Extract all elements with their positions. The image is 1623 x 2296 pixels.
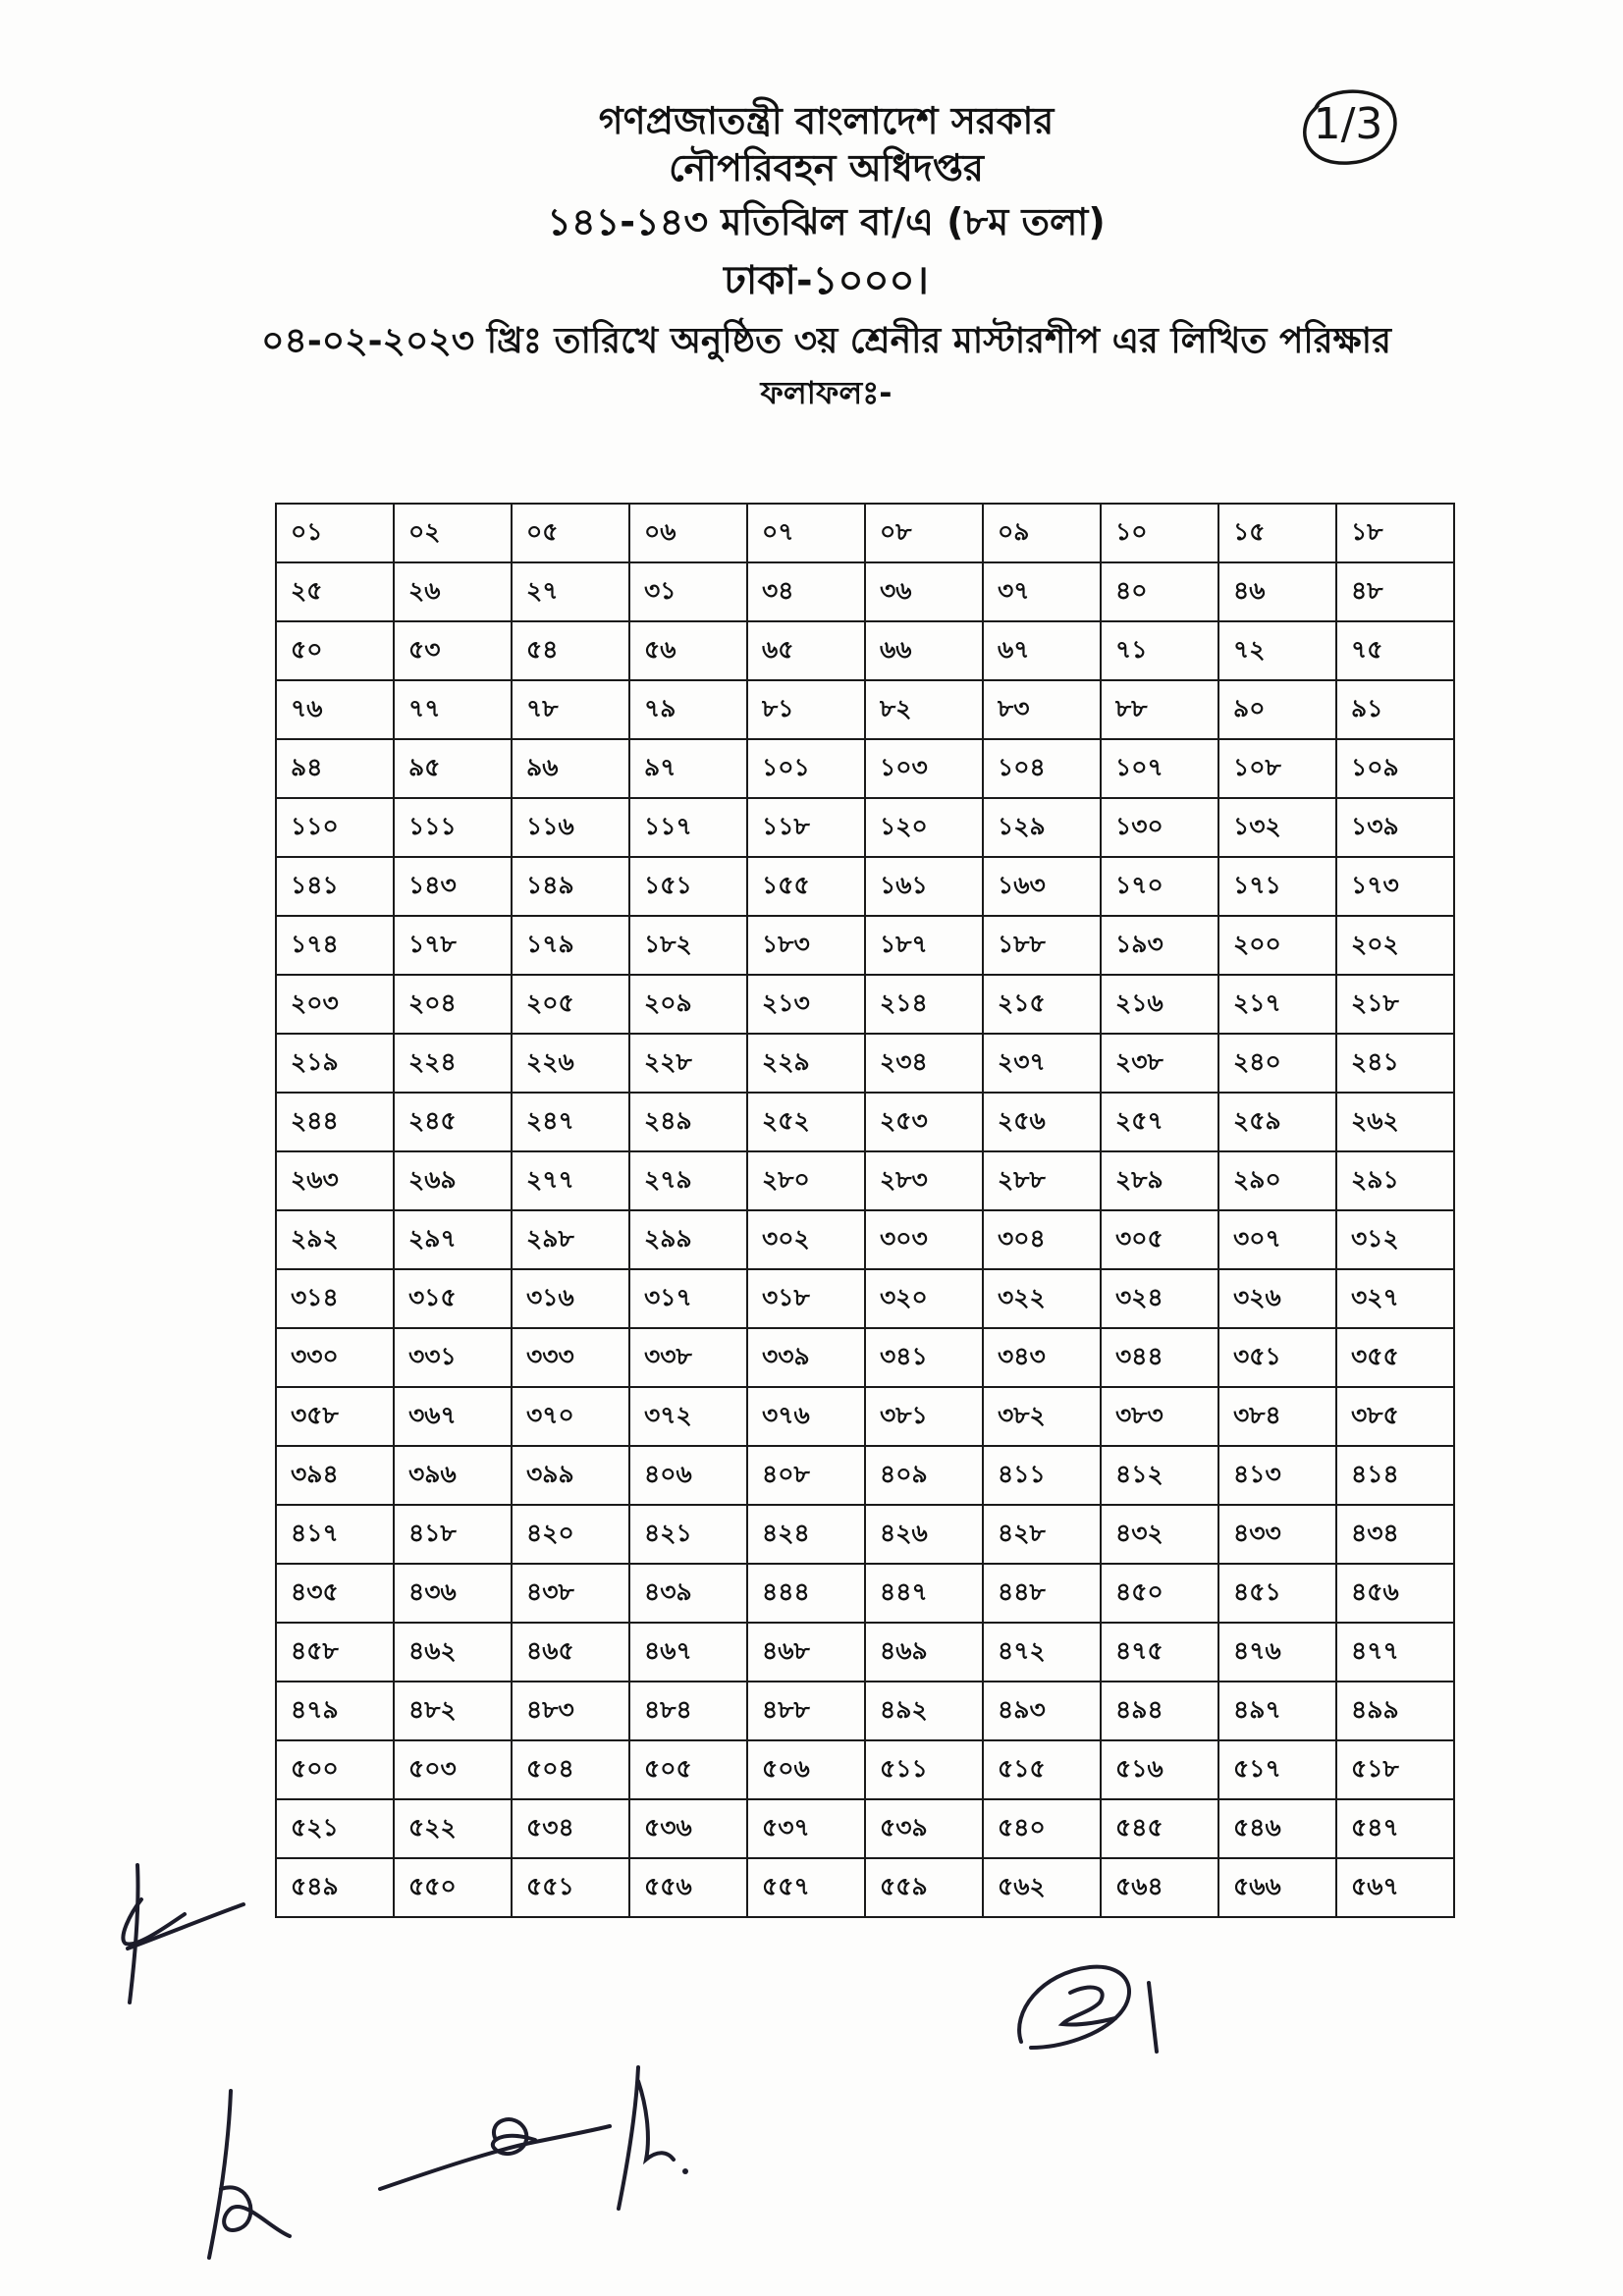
- table-row: [276, 975, 1454, 1034]
- roll-number-cell: ২৮৯: [1101, 1151, 1218, 1210]
- roll-number-cell: ৩৮১: [865, 1387, 983, 1446]
- roll-number-cell: ৯৭: [629, 739, 747, 798]
- roll-number-cell: ৫৩৪: [512, 1799, 629, 1858]
- roll-number-cell: ৮১: [747, 680, 865, 739]
- roll-number-cell: ৫১৮: [1336, 1740, 1454, 1799]
- table-row: [276, 857, 1454, 916]
- roll-number-cell: ৩১: [629, 562, 747, 621]
- roll-number-cell: ২২৬: [512, 1034, 629, 1093]
- roll-number-cell: ০৮: [865, 504, 983, 562]
- table-row: [276, 1564, 1454, 1623]
- roll-number-cell: ৪৮৮: [747, 1682, 865, 1740]
- roll-number-cell: ১২০: [865, 798, 983, 857]
- roll-number-cell: ১৭৮: [394, 916, 512, 975]
- roll-number-cell: ১০: [1101, 504, 1218, 562]
- table-row: [276, 1151, 1454, 1210]
- roll-number-cell: ৩৫৮: [276, 1387, 394, 1446]
- roll-number-cell: ২০৩: [276, 975, 394, 1034]
- roll-number-cell: ২৮৮: [983, 1151, 1101, 1210]
- roll-number-cell: ৩৭: [983, 562, 1101, 621]
- table-row: [276, 739, 1454, 798]
- results-table-body: [276, 504, 1454, 1917]
- signature-4: [589, 2061, 697, 2222]
- roll-number-cell: ৪৬৫: [512, 1623, 629, 1682]
- roll-number-cell: ১৫১: [629, 857, 747, 916]
- roll-number-cell: ২৫: [276, 562, 394, 621]
- roll-number-cell: ৪৩২: [1101, 1505, 1218, 1564]
- roll-number-cell: ১১৮: [747, 798, 865, 857]
- roll-number-cell: ৩২০: [865, 1269, 983, 1328]
- exam-description: ০৪-০২-২০২৩ খ্রিঃ তারিখে অনুষ্ঠিত ৩য় শ্রেনীর মাস্টারশীপ এর লিখিত পরিক্ষার: [261, 320, 1391, 361]
- roll-number-cell: ১৭৪: [276, 916, 394, 975]
- roll-number-cell: ৩৮৫: [1336, 1387, 1454, 1446]
- roll-number-cell: ২৬২: [1336, 1093, 1454, 1151]
- roll-number-cell: ৭১: [1101, 621, 1218, 680]
- roll-number-cell: ৩৩৮: [629, 1328, 747, 1387]
- roll-number-cell: ১১০: [276, 798, 394, 857]
- roll-number-cell: ৩৪৪: [1101, 1328, 1218, 1387]
- roll-number-cell: ৫৩৭: [747, 1799, 865, 1858]
- roll-number-cell: ১১৬: [512, 798, 629, 857]
- table-row: [276, 1269, 1454, 1328]
- office-city: ঢাকা-১০০০।: [724, 257, 929, 303]
- roll-number-cell: ৪৭৬: [1218, 1623, 1336, 1682]
- roll-number-cell: ২৪৫: [394, 1093, 512, 1151]
- table-row: [276, 1446, 1454, 1505]
- roll-number-cell: ১০১: [747, 739, 865, 798]
- page-number-mark: [1294, 80, 1402, 169]
- roll-number-cell: ২৯০: [1218, 1151, 1336, 1210]
- roll-number-cell: ২৯৯: [629, 1210, 747, 1269]
- signature-1: [108, 1845, 255, 2026]
- roll-number-cell: ৪১৪: [1336, 1446, 1454, 1505]
- roll-number-cell: ১৭৯: [512, 916, 629, 975]
- roll-number-cell: ৩৬: [865, 562, 983, 621]
- roll-number-cell: ৫০৩: [394, 1740, 512, 1799]
- roll-number-cell: ৭৯: [629, 680, 747, 739]
- roll-number-cell: ২৬: [394, 562, 512, 621]
- roll-number-cell: ৯০: [1218, 680, 1336, 739]
- roll-number-cell: ৩৫১: [1218, 1328, 1336, 1387]
- roll-number-cell: ১০৮: [1218, 739, 1336, 798]
- results-table: [275, 503, 1455, 1918]
- roll-number-cell: ৪৩৮: [512, 1564, 629, 1623]
- roll-number-cell: ৫৬৭: [1336, 1858, 1454, 1917]
- roll-number-cell: ২২৯: [747, 1034, 865, 1093]
- roll-number-cell: ৫১৬: [1101, 1740, 1218, 1799]
- roll-number-cell: ২০৪: [394, 975, 512, 1034]
- roll-number-cell: ১৫: [1218, 504, 1336, 562]
- roll-number-cell: ২৯৮: [512, 1210, 629, 1269]
- roll-number-cell: ৫০৪: [512, 1740, 629, 1799]
- roll-number-cell: ৪১১: [983, 1446, 1101, 1505]
- roll-number-cell: ৫১৫: [983, 1740, 1101, 1799]
- roll-number-cell: ১৮২: [629, 916, 747, 975]
- roll-number-cell: ৫৬: [629, 621, 747, 680]
- roll-number-cell: ৩১৭: [629, 1269, 747, 1328]
- roll-number-cell: ৩৩১: [394, 1328, 512, 1387]
- roll-number-cell: ৩১২: [1336, 1210, 1454, 1269]
- roll-number-cell: ৩৯৯: [512, 1446, 629, 1505]
- roll-number-cell: ৯৪: [276, 739, 394, 798]
- roll-number-cell: ৩৮২: [983, 1387, 1101, 1446]
- roll-number-cell: ৪৯৭: [1218, 1682, 1336, 1740]
- roll-number-cell: ৩৫৫: [1336, 1328, 1454, 1387]
- table-row: [276, 1328, 1454, 1387]
- roll-number-cell: ৩১৮: [747, 1269, 865, 1328]
- roll-number-cell: ৪৯৪: [1101, 1682, 1218, 1740]
- roll-number-cell: ৩০৩: [865, 1210, 983, 1269]
- roll-number-cell: ৯১: [1336, 680, 1454, 739]
- roll-number-cell: ৭৭: [394, 680, 512, 739]
- roll-number-cell: ৪৩৩: [1218, 1505, 1336, 1564]
- roll-number-cell: ২১৫: [983, 975, 1101, 1034]
- roll-number-cell: ২০৯: [629, 975, 747, 1034]
- roll-number-cell: ২৭: [512, 562, 629, 621]
- roll-number-cell: ২১৪: [865, 975, 983, 1034]
- roll-number-cell: ৪৬৮: [747, 1623, 865, 1682]
- table-row: [276, 1210, 1454, 1269]
- roll-number-cell: ১০৪: [983, 739, 1101, 798]
- roll-number-cell: ৪৮২: [394, 1682, 512, 1740]
- roll-number-cell: ০৭: [747, 504, 865, 562]
- roll-number-cell: ০২: [394, 504, 512, 562]
- table-row: [276, 798, 1454, 857]
- roll-number-cell: ৫৪৯: [276, 1858, 394, 1917]
- roll-number-cell: ৪৭৫: [1101, 1623, 1218, 1682]
- roll-number-cell: ৪৪৪: [747, 1564, 865, 1623]
- roll-number-cell: ৫৬৬: [1218, 1858, 1336, 1917]
- table-row: [276, 1799, 1454, 1858]
- roll-number-cell: ৪০৬: [629, 1446, 747, 1505]
- table-row: [276, 1505, 1454, 1564]
- roll-number-cell: ৪০৮: [747, 1446, 865, 1505]
- roll-number-cell: ৩৯৬: [394, 1446, 512, 1505]
- roll-number-cell: ৬৬: [865, 621, 983, 680]
- roll-number-cell: ২৪৪: [276, 1093, 394, 1151]
- signature-3: [378, 2101, 614, 2203]
- roll-number-cell: ১৭১: [1218, 857, 1336, 916]
- roll-number-cell: ১০৭: [1101, 739, 1218, 798]
- table-row: [276, 1740, 1454, 1799]
- roll-number-cell: ৩৮৪: [1218, 1387, 1336, 1446]
- roll-number-cell: ৩৭০: [512, 1387, 629, 1446]
- table-row: [276, 621, 1454, 680]
- page-number-text: 1/3: [1313, 99, 1383, 149]
- roll-number-cell: ৫৫১: [512, 1858, 629, 1917]
- roll-number-cell: ৫৫৯: [865, 1858, 983, 1917]
- roll-number-cell: ৪৫৮: [276, 1623, 394, 1682]
- roll-number-cell: ৫৪: [512, 621, 629, 680]
- government-title: গণপ্রজাতন্ত্রী বাংলাদেশ সরকার: [598, 99, 1055, 142]
- roll-number-cell: ৪৭২: [983, 1623, 1101, 1682]
- roll-number-cell: ২৪৯: [629, 1093, 747, 1151]
- roll-number-cell: ২৬৩: [276, 1151, 394, 1210]
- roll-number-cell: ১৬১: [865, 857, 983, 916]
- roll-number-cell: ২৩৪: [865, 1034, 983, 1093]
- roll-number-cell: ৪৩৫: [276, 1564, 394, 1623]
- roll-number-cell: ৪০: [1101, 562, 1218, 621]
- office-address: ১৪১-১৪৩ মতিঝিল বা/এ (৮ম তলা): [547, 200, 1106, 243]
- roll-number-cell: ২০২: [1336, 916, 1454, 975]
- roll-number-cell: ৪৮: [1336, 562, 1454, 621]
- roll-number-cell: ৫৩৬: [629, 1799, 747, 1858]
- roll-number-cell: ৫৪৫: [1101, 1799, 1218, 1858]
- roll-number-cell: ৭৫: [1336, 621, 1454, 680]
- roll-number-cell: ৪৫৬: [1336, 1564, 1454, 1623]
- roll-number-cell: ৪২৪: [747, 1505, 865, 1564]
- roll-number-cell: ৩৮৩: [1101, 1387, 1218, 1446]
- roll-number-cell: ৩৩০: [276, 1328, 394, 1387]
- roll-number-cell: ৪১২: [1101, 1446, 1218, 1505]
- roll-number-cell: ২৭৭: [512, 1151, 629, 1210]
- table-row: [276, 1623, 1454, 1682]
- roll-number-cell: ১৩০: [1101, 798, 1218, 857]
- roll-number-cell: ৩৪১: [865, 1328, 983, 1387]
- roll-number-cell: ৪১৩: [1218, 1446, 1336, 1505]
- table-row: [276, 562, 1454, 621]
- roll-number-cell: ৫৬২: [983, 1858, 1101, 1917]
- roll-number-cell: ২৫৩: [865, 1093, 983, 1151]
- roll-number-cell: ১৮৩: [747, 916, 865, 975]
- roll-number-cell: ২৩৭: [983, 1034, 1101, 1093]
- roll-number-cell: ০৯: [983, 504, 1101, 562]
- roll-number-cell: ১৪৯: [512, 857, 629, 916]
- roll-number-cell: ৫০০: [276, 1740, 394, 1799]
- roll-number-cell: ৬৫: [747, 621, 865, 680]
- roll-number-cell: ৪৭৯: [276, 1682, 394, 1740]
- roll-number-cell: ২৮৩: [865, 1151, 983, 1210]
- table-row: [276, 504, 1454, 562]
- roll-number-cell: ৪৩৪: [1336, 1505, 1454, 1564]
- roll-number-cell: ২২৪: [394, 1034, 512, 1093]
- result-heading: ফলাফলঃ-: [760, 373, 893, 411]
- roll-number-cell: ৩৩৩: [512, 1328, 629, 1387]
- roll-number-cell: ৫৫৭: [747, 1858, 865, 1917]
- roll-number-cell: ৩৪: [747, 562, 865, 621]
- roll-number-cell: ৫৫৬: [629, 1858, 747, 1917]
- roll-number-cell: ৮৩: [983, 680, 1101, 739]
- roll-number-cell: ৫১৭: [1218, 1740, 1336, 1799]
- roll-number-cell: ০১: [276, 504, 394, 562]
- roll-number-cell: ৪৬৭: [629, 1623, 747, 1682]
- roll-number-cell: ৫০: [276, 621, 394, 680]
- roll-number-cell: ২০৫: [512, 975, 629, 1034]
- roll-number-cell: ৪৭৭: [1336, 1623, 1454, 1682]
- table-row: [276, 916, 1454, 975]
- roll-number-cell: ১৩২: [1218, 798, 1336, 857]
- roll-number-cell: ২৪১: [1336, 1034, 1454, 1093]
- roll-number-cell: ৪০৯: [865, 1446, 983, 1505]
- roll-number-cell: ৫৩৯: [865, 1799, 983, 1858]
- roll-number-cell: ২৯৭: [394, 1210, 512, 1269]
- roll-number-cell: ৩৭৬: [747, 1387, 865, 1446]
- roll-number-cell: ১৪৩: [394, 857, 512, 916]
- roll-number-cell: ৩১৪: [276, 1269, 394, 1328]
- roll-number-cell: ৩২২: [983, 1269, 1101, 1328]
- roll-number-cell: ৩৪৩: [983, 1328, 1101, 1387]
- roll-number-cell: ৭৬: [276, 680, 394, 739]
- roll-number-cell: ১৩৯: [1336, 798, 1454, 857]
- roll-number-cell: ৭৮: [512, 680, 629, 739]
- roll-number-cell: ৩১৫: [394, 1269, 512, 1328]
- roll-number-cell: ২৫৯: [1218, 1093, 1336, 1151]
- roll-number-cell: ০৬: [629, 504, 747, 562]
- roll-number-cell: ৭২: [1218, 621, 1336, 680]
- roll-number-cell: ৫৪৭: [1336, 1799, 1454, 1858]
- roll-number-cell: ৪৮৩: [512, 1682, 629, 1740]
- roll-number-cell: ৮২: [865, 680, 983, 739]
- roll-number-cell: ২৫২: [747, 1093, 865, 1151]
- department-title: নৌপরিবহন অধিদপ্তর: [669, 145, 984, 189]
- roll-number-cell: ২৪০: [1218, 1034, 1336, 1093]
- roll-number-cell: ২৬৯: [394, 1151, 512, 1210]
- roll-number-cell: ৫২১: [276, 1799, 394, 1858]
- roll-number-cell: ৩০৫: [1101, 1210, 1218, 1269]
- roll-number-cell: ৪২০: [512, 1505, 629, 1564]
- roll-number-cell: ২১৭: [1218, 975, 1336, 1034]
- roll-number-cell: ১৪১: [276, 857, 394, 916]
- signature-5: [1001, 1953, 1178, 2075]
- roll-number-cell: ৬৭: [983, 621, 1101, 680]
- table-row: [276, 1093, 1454, 1151]
- roll-number-cell: ৪৩৬: [394, 1564, 512, 1623]
- roll-number-cell: ৩৯৪: [276, 1446, 394, 1505]
- roll-number-cell: ৫২২: [394, 1799, 512, 1858]
- roll-number-cell: ৩৬৭: [394, 1387, 512, 1446]
- roll-number-cell: ২১৯: [276, 1034, 394, 1093]
- roll-number-cell: ৪৯২: [865, 1682, 983, 1740]
- roll-number-cell: ৪১৭: [276, 1505, 394, 1564]
- roll-number-cell: ৫১১: [865, 1740, 983, 1799]
- roll-number-cell: ০৫: [512, 504, 629, 562]
- roll-number-cell: ৪৬: [1218, 562, 1336, 621]
- roll-number-cell: ৫৩: [394, 621, 512, 680]
- roll-number-cell: ১৭৩: [1336, 857, 1454, 916]
- roll-number-cell: ১১১: [394, 798, 512, 857]
- roll-number-cell: ২৫৬: [983, 1093, 1101, 1151]
- roll-number-cell: ৪৩৯: [629, 1564, 747, 1623]
- roll-number-cell: ২৪৭: [512, 1093, 629, 1151]
- roll-number-cell: ৫০৫: [629, 1740, 747, 1799]
- roll-number-cell: ২৮০: [747, 1151, 865, 1210]
- roll-number-cell: ৪৬২: [394, 1623, 512, 1682]
- roll-number-cell: ২৭৯: [629, 1151, 747, 1210]
- roll-number-cell: ২০০: [1218, 916, 1336, 975]
- roll-number-cell: ১৮৮: [983, 916, 1101, 975]
- roll-number-cell: ৫৪০: [983, 1799, 1101, 1858]
- roll-number-cell: ৮৮: [1101, 680, 1218, 739]
- roll-number-cell: ৪৯৩: [983, 1682, 1101, 1740]
- roll-number-cell: ১৫৫: [747, 857, 865, 916]
- roll-number-cell: ২১৩: [747, 975, 865, 1034]
- roll-number-cell: ২১৬: [1101, 975, 1218, 1034]
- roll-number-cell: ১২৯: [983, 798, 1101, 857]
- roll-number-cell: ২৩৮: [1101, 1034, 1218, 1093]
- roll-number-cell: ৪১৮: [394, 1505, 512, 1564]
- roll-number-cell: ৩১৬: [512, 1269, 629, 1328]
- roll-number-cell: ১১৭: [629, 798, 747, 857]
- roll-number-cell: ২৫৭: [1101, 1093, 1218, 1151]
- roll-number-cell: ৪৫১: [1218, 1564, 1336, 1623]
- table-row: [276, 680, 1454, 739]
- roll-number-cell: ২৯১: [1336, 1151, 1454, 1210]
- roll-number-cell: ২৯২: [276, 1210, 394, 1269]
- roll-number-cell: ১৭০: [1101, 857, 1218, 916]
- roll-number-cell: ২২৮: [629, 1034, 747, 1093]
- table-row: [276, 1858, 1454, 1917]
- roll-number-cell: ৫৬৪: [1101, 1858, 1218, 1917]
- table-row: [276, 1387, 1454, 1446]
- roll-number-cell: ৪২৬: [865, 1505, 983, 1564]
- roll-number-cell: ৫৪৬: [1218, 1799, 1336, 1858]
- roll-number-cell: ৩২৬: [1218, 1269, 1336, 1328]
- signature-2: [191, 2071, 309, 2271]
- roll-number-cell: ১৮: [1336, 504, 1454, 562]
- roll-number-cell: ৩০২: [747, 1210, 865, 1269]
- roll-number-cell: ১০৩: [865, 739, 983, 798]
- roll-number-cell: ৩২৪: [1101, 1269, 1218, 1328]
- roll-number-cell: ৪৪৮: [983, 1564, 1101, 1623]
- roll-number-cell: ৩০৪: [983, 1210, 1101, 1269]
- roll-number-cell: ১৮৭: [865, 916, 983, 975]
- roll-number-cell: ৩৩৯: [747, 1328, 865, 1387]
- roll-number-cell: ৪৮৪: [629, 1682, 747, 1740]
- roll-number-cell: ৩২৭: [1336, 1269, 1454, 1328]
- roll-number-cell: ৪২১: [629, 1505, 747, 1564]
- roll-number-cell: ৩০৭: [1218, 1210, 1336, 1269]
- roll-number-cell: ৪৪৭: [865, 1564, 983, 1623]
- roll-number-cell: ৩৭২: [629, 1387, 747, 1446]
- roll-number-cell: ১৬৩: [983, 857, 1101, 916]
- roll-number-cell: ৯৫: [394, 739, 512, 798]
- roll-number-cell: ৪২৮: [983, 1505, 1101, 1564]
- roll-number-cell: ৫৫০: [394, 1858, 512, 1917]
- roll-number-cell: ২১৮: [1336, 975, 1454, 1034]
- roll-number-cell: ৪৫০: [1101, 1564, 1218, 1623]
- roll-number-cell: ৯৬: [512, 739, 629, 798]
- roll-number-cell: ৪৬৯: [865, 1623, 983, 1682]
- roll-number-cell: ৪৯৯: [1336, 1682, 1454, 1740]
- roll-number-cell: ১৯৩: [1101, 916, 1218, 975]
- roll-number-cell: ৫০৬: [747, 1740, 865, 1799]
- table-row: [276, 1034, 1454, 1093]
- table-row: [276, 1682, 1454, 1740]
- roll-number-cell: ১০৯: [1336, 739, 1454, 798]
